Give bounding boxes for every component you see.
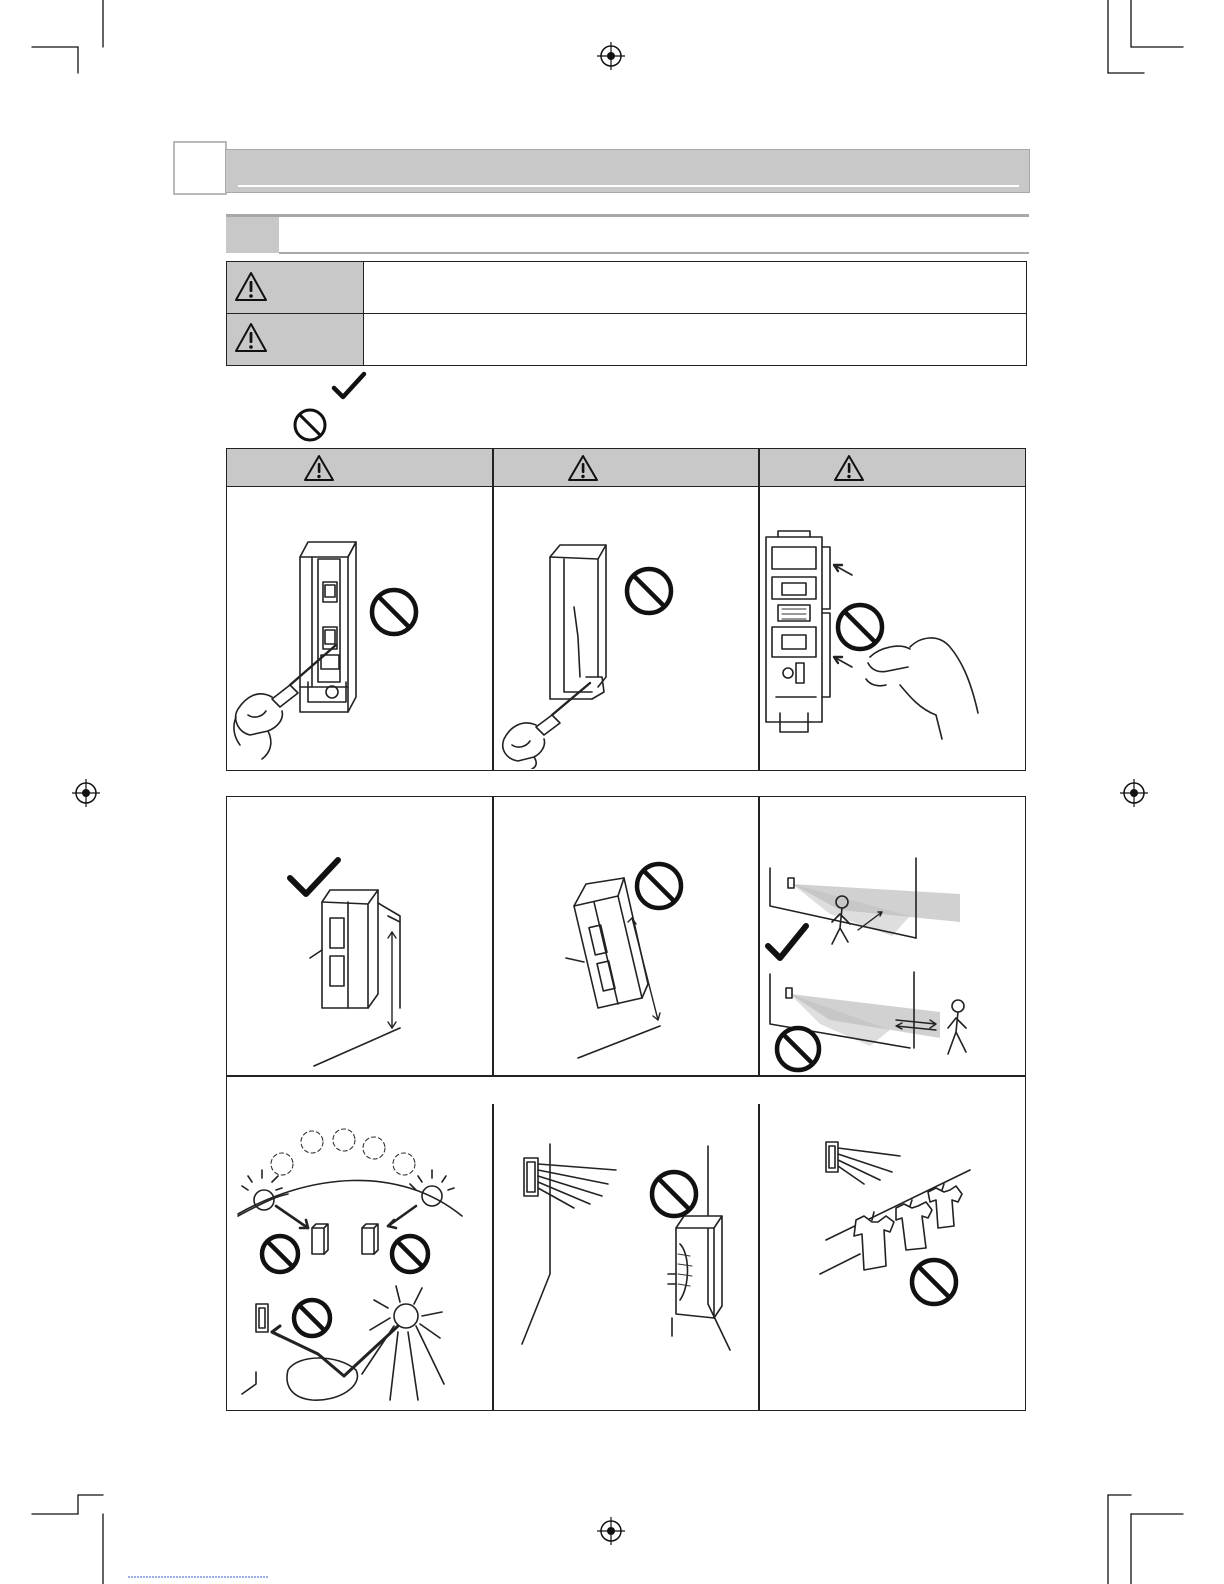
prohibited-icon [294,1300,330,1336]
caution-header-1 [227,449,492,487]
legend-row [227,314,1026,365]
warning-icon [303,453,335,483]
illustration-sensor-cover-screwdriver [494,487,756,769]
illustration-walking-direction [760,798,1024,1074]
illustration-near-air-conditioner [494,1104,756,1408]
warning-icon [833,453,865,483]
legend-label-cell [227,262,364,313]
caution-header-2 [493,449,758,487]
prohibited-icon [262,1236,298,1272]
prohibited-icon [392,1236,428,1272]
illustration-sun-direct-reflected [228,1104,490,1408]
check-icon [330,370,370,404]
prohibited-icon [372,590,416,634]
check-icon [768,926,806,958]
warning-icon [567,453,599,483]
section-header [173,141,1038,194]
section-number-box [173,141,227,195]
registration-mark-top [597,42,625,70]
legend-row [227,262,1026,314]
subsection-header [226,214,1029,254]
prohibited-icon [912,1260,956,1304]
warning-icon [233,321,269,355]
prohibited-icon [652,1172,696,1216]
illustration-correct-mounting [228,798,490,1074]
warning-icon [233,270,269,304]
prohibited-icon [637,864,681,908]
illustration-open-sensor-screwdriver [228,487,490,769]
registration-mark-bottom [597,1517,625,1545]
illustration-near-clothesline [760,1104,1024,1408]
warning-legend-table [226,261,1027,366]
illustration-circuit-board-hand [760,487,1024,769]
prohibited-icon [627,569,671,613]
section-title-bar [225,149,1030,193]
check-icon [290,860,338,894]
prohibited-icon [838,605,882,649]
prohibited-icon [290,406,330,446]
illustration-incorrect-tilted-mounting [494,798,756,1074]
prohibited-icon [777,1028,819,1070]
legend-label-cell [227,314,364,365]
symbol-key [290,370,990,440]
caution-header-3 [759,449,1025,487]
registration-mark-right [1120,779,1148,807]
registration-mark-left [72,779,100,807]
subsection-number-box [226,217,279,253]
